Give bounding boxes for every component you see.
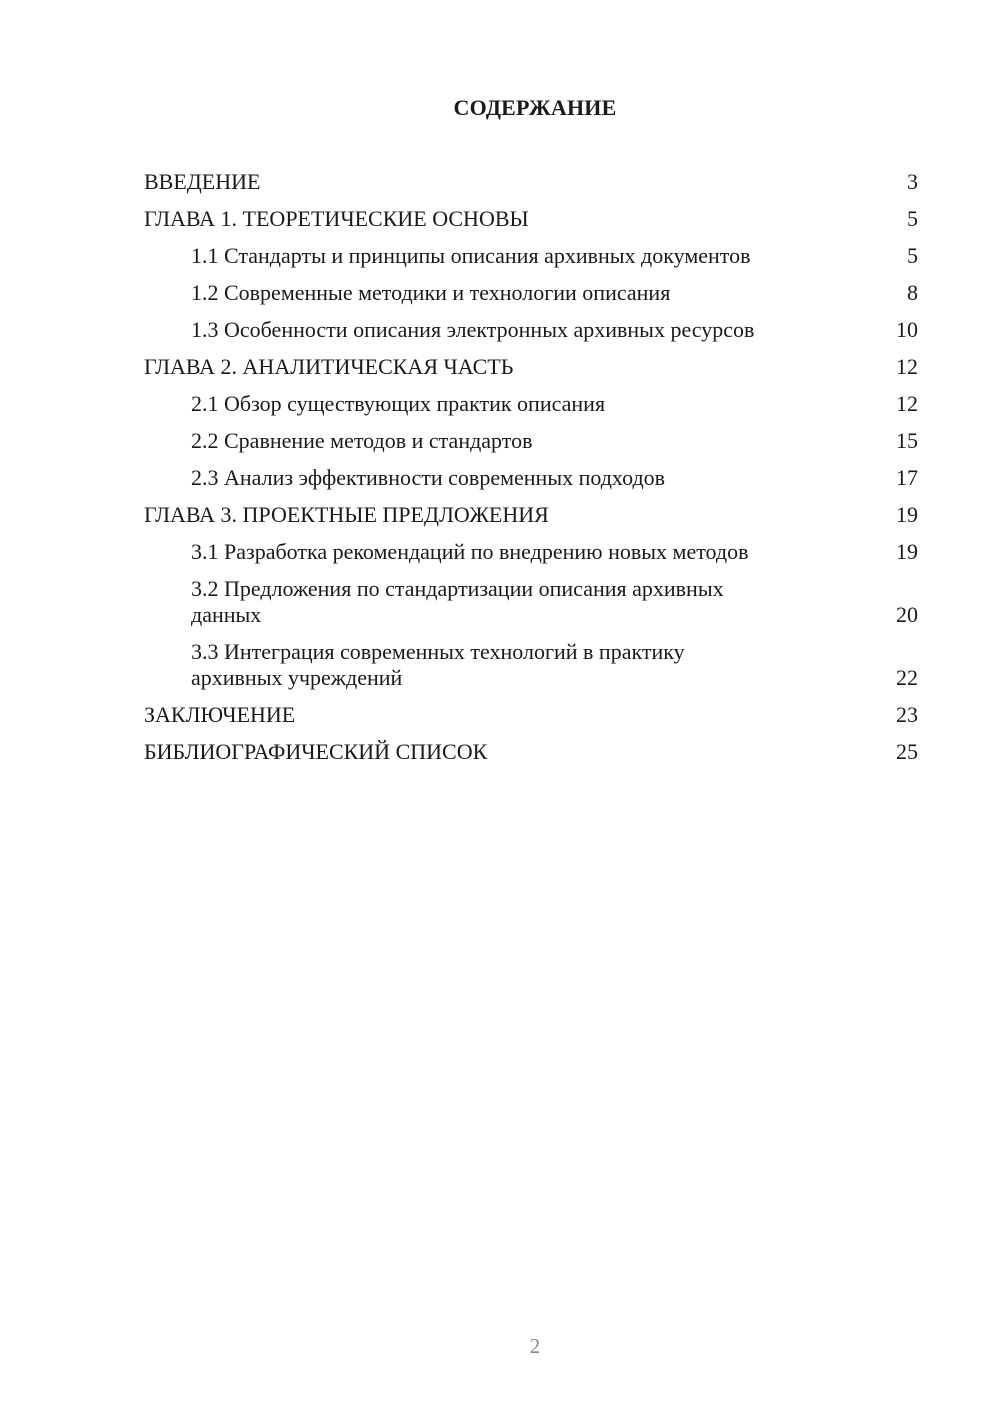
- toc-entry-section-1-2: [144, 280, 918, 306]
- toc-entry-label: 1.3 Особенности описания электронных архивных ресурсов: [191, 317, 755, 342]
- toc-entry-page: 10: [896, 317, 918, 342]
- toc-entry-introduction: [144, 169, 918, 195]
- toc-entry-section-1-3: [144, 317, 918, 343]
- toc-entry-label: ГЛАВА 1. ТЕОРЕТИЧЕСКИЕ ОСНОВЫ: [144, 206, 529, 231]
- toc-entry-page: 23: [896, 702, 918, 727]
- toc-entry-page: 20: [896, 602, 918, 627]
- toc-entry-section-2-1: [144, 391, 918, 417]
- toc-entry-page: 19: [896, 539, 918, 564]
- toc-entry-label: 1.2 Современные методики и технологии описания: [191, 280, 671, 305]
- toc-entry-page: 8: [907, 280, 918, 305]
- toc-entry-label: 2.1 Обзор существующих практик описания: [191, 391, 606, 416]
- toc-entry-label: 2.3 Анализ эффективности современных подходов: [191, 465, 666, 490]
- toc-entry-label: ГЛАВА 3. ПРОЕКТНЫЕ ПРЕДЛОЖЕНИЯ: [144, 502, 549, 527]
- toc-entry-section-3-3: [144, 639, 918, 691]
- toc-entry-section-3-2: [144, 576, 918, 628]
- toc-entry-label: 3.1 Разработка рекомендаций по внедрению новых методов: [191, 539, 749, 564]
- toc-entry-section-2-2: [144, 428, 918, 454]
- toc-entry-label: ВВЕДЕНИЕ: [144, 169, 261, 194]
- toc-entry-page: 17: [896, 465, 918, 490]
- toc-entry-page: 5: [907, 243, 918, 268]
- toc-entry-page: 3: [907, 169, 918, 194]
- toc-entry-page: 19: [896, 502, 918, 527]
- toc-entry-page: 25: [896, 739, 918, 764]
- toc-entry-label: 3.3 Интеграция современных технологий в практику архивных учреждений: [191, 639, 685, 690]
- toc-entry-page: 5: [907, 206, 918, 231]
- toc-entry-section-3-1: [144, 539, 918, 565]
- toc-entry-label: 2.2 Сравнение методов и стандартов: [191, 428, 533, 453]
- page-title: СОДЕРЖАНИЕ: [453, 95, 617, 120]
- toc-entry-label: БИБЛИОГРАФИЧЕСКИЙ СПИСОК: [144, 739, 488, 764]
- toc-entry-label: 3.2 Предложения по стандартизации описания архивных данных: [191, 576, 724, 627]
- toc-entry-section-1-1: [144, 243, 918, 269]
- toc-entry-label: 1.1 Стандарты и принципы описания архивных документов: [191, 243, 751, 268]
- toc-entry-label: ГЛАВА 2. АНАЛИТИЧЕСКАЯ ЧАСТЬ: [144, 354, 514, 379]
- toc-entry-chapter-3: [144, 502, 918, 528]
- toc-entry-section-2-3: [144, 465, 918, 491]
- toc-entry-page: 12: [896, 354, 918, 379]
- toc-entry-chapter-1: [144, 206, 918, 232]
- toc-entry-label: ЗАКЛЮЧЕНИЕ: [144, 702, 296, 727]
- page-number: 2: [529, 1334, 541, 1358]
- toc-entry-page: 15: [896, 428, 918, 453]
- toc-entry-bibliography: [144, 739, 918, 765]
- toc-entry-conclusion: [144, 702, 918, 728]
- toc-entry-chapter-2: [144, 354, 918, 380]
- table-of-contents: [144, 169, 918, 776]
- toc-entry-page: 22: [896, 665, 918, 690]
- toc-entry-page: 12: [896, 391, 918, 416]
